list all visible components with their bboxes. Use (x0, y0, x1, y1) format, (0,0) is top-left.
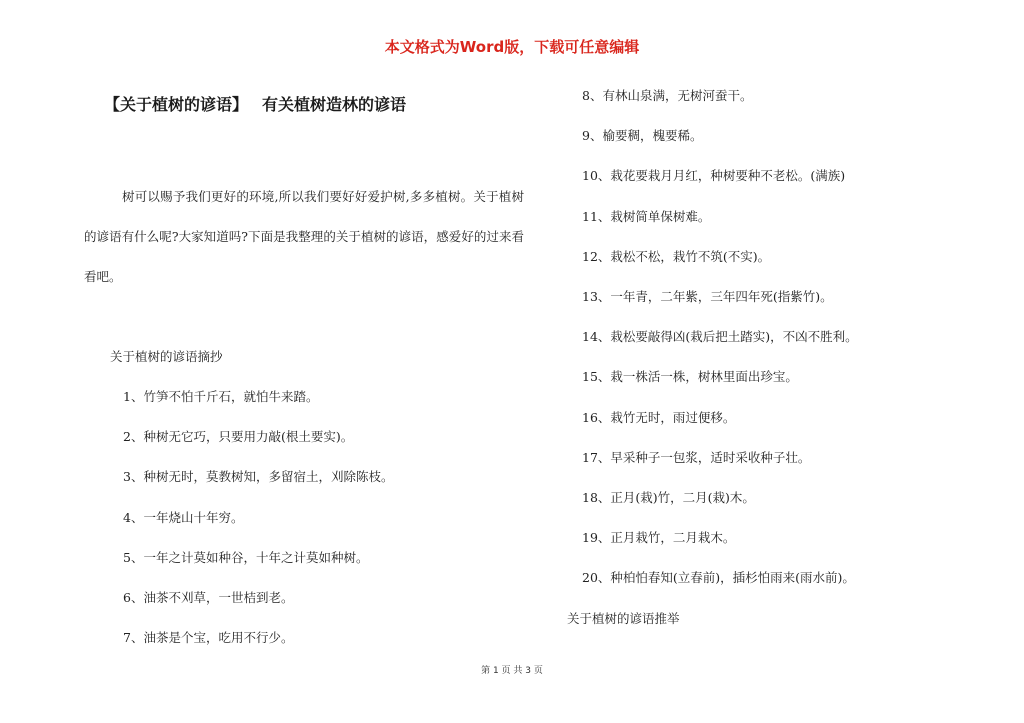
proverb-list-right (582, 86, 858, 608)
proverb-item: 20、种柏怕春知(立春前)，插杉怕雨来(雨水前)。 (582, 570, 855, 586)
proverb-item: 6、油茶不刈草，一世桔到老。 (123, 589, 294, 605)
proverb-item: 16、栽竹无时，雨过便移。 (582, 409, 736, 425)
proverb-item: 7、油茶是个宝，吃用不行少。 (123, 630, 294, 646)
page-number: 第 1 页 共 3 页 (481, 666, 543, 676)
proverb-item: 11、栽树简单保树难。 (582, 208, 711, 224)
document-banner: 本文格式为Word版，下载可任意编辑 (384, 38, 640, 56)
proverb-item: 3、种树无时，莫教树知，多留宿土，刈除陈枝。 (123, 469, 394, 485)
proverb-item: 14、栽松要敲得凶(栽后把土踏实)，不凶不胜利。 (582, 329, 858, 345)
title-bracket-part: 【关于植树的谚语】 (104, 95, 249, 114)
proverb-item: 18、正月(栽)竹，二月(栽)木。 (582, 489, 755, 505)
proverb-item: 15、栽一株活一株，树林里面出珍宝。 (582, 369, 798, 385)
proverb-item: 9、榆要稠，槐要稀。 (582, 128, 703, 144)
title-main-part: 有关植树造林的谚语 (262, 95, 407, 114)
proverb-item: 8、有林山泉满，无树河蚕干。 (582, 88, 753, 103)
proverb-item: 4、一年烧山十年穷。 (123, 509, 244, 525)
proverb-item: 1、竹笋不怕千斤石，就怕牛来踏。 (123, 389, 319, 404)
proverb-list-left (123, 387, 393, 668)
document-title (104, 92, 406, 115)
proverb-item: 13、一年青，二年紫，三年四年死(指紫竹)。 (582, 288, 833, 304)
proverb-item: 5、一年之计莫如种谷，十年之计莫如种树。 (123, 549, 369, 565)
intro-paragraph: 树可以赐予我们更好的环境,所以我们要好好爱护树,多多植树。关于植树的谚语有什么呢?大家知道吗?下面是我整理的关于植树的谚语，感爱好的过来看看吧。 (84, 189, 524, 284)
section-heading-excerpts: 关于植树的谚语摘抄 (110, 349, 223, 364)
proverb-item: 12、栽松不松，栽竹不筑(不实)。 (582, 248, 771, 264)
proverb-item: 17、早采种子一包浆，适时采收种子壮。 (582, 449, 811, 465)
proverb-item: 2、种树无它巧，只要用力敲(根土要实)。 (123, 429, 354, 445)
proverb-item: 10、栽花要栽月月红，种树要种不老松。(满族) (582, 168, 846, 184)
proverb-item: 19、正月栽竹，二月栽木。 (582, 530, 736, 546)
section-heading-recommend: 关于植树的谚语推举 (567, 611, 680, 626)
